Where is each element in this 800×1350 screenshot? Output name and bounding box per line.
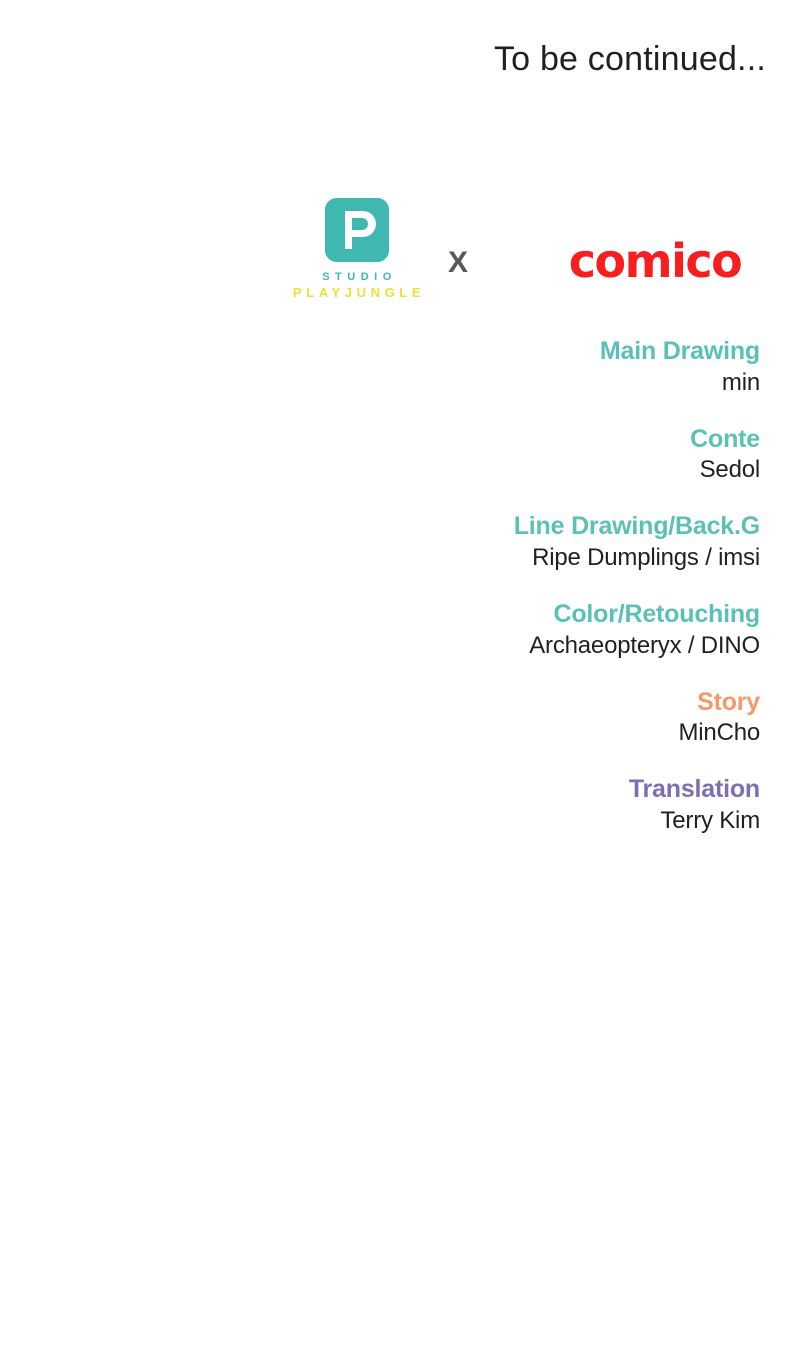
credit-role: Conte	[690, 424, 760, 453]
credit-name: Archaeopteryx / DINO	[529, 631, 760, 659]
credit-entry	[160, 687, 760, 749]
credit-role: Main Drawing	[599, 337, 760, 365]
credit-name: Sedol	[699, 456, 760, 484]
credit-role: Story	[697, 687, 760, 716]
comico-logo: comico	[568, 234, 742, 288]
credit-name: Ripe Dumplings / imsi	[532, 543, 760, 571]
credit-entry	[160, 599, 760, 661]
studio-playjungle-logo	[278, 198, 436, 300]
playjungle-label: PLAYJUNGLE	[292, 285, 426, 300]
logo-separator: X	[448, 246, 469, 279]
credit-name: min	[721, 368, 760, 396]
credit-role: Line Drawing/Back.G	[513, 512, 760, 541]
credit-role: Translation	[628, 775, 760, 804]
credit-entry	[160, 774, 760, 836]
credit-role: Color/Retouching	[553, 600, 760, 629]
playjungle-mark-icon	[325, 198, 389, 262]
credit-name: Terry Kim	[660, 806, 760, 834]
credits-list	[160, 336, 760, 846]
credit-entry	[160, 511, 760, 573]
credit-entry	[160, 424, 760, 486]
to-be-continued-text: To be continued...	[493, 40, 766, 78]
credit-name: MinCho	[678, 719, 760, 747]
studio-label: STUDIO	[322, 271, 397, 283]
logo-row	[0, 198, 800, 318]
credit-entry	[160, 336, 760, 398]
